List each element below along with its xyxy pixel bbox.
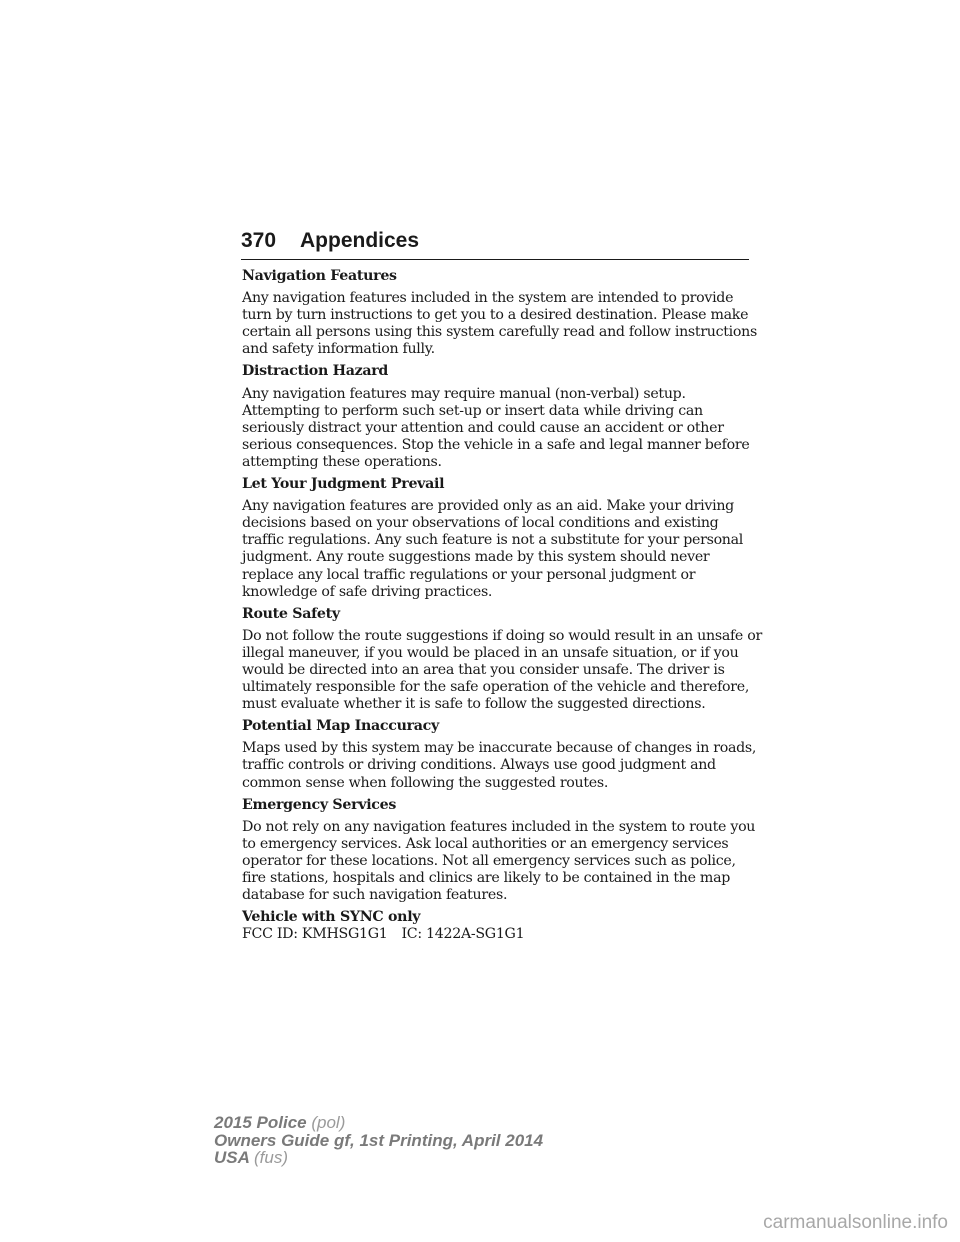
- section-heading: Route Safety: [242, 605, 340, 622]
- section-paragraph: Any navigation features may require manual (non-verbal) setup. Attempting to perform such set-up or insert data while driving can seriously distract your attention and could cause an accident or other serious consequences. Stop the vehicle in a safe and legal manner before attempting these operations.: [242, 385, 750, 470]
- section-paragraph: Any navigation features are provided only as an aid. Make your driving decisions based on your observations of local conditions and existing traffic regulations. Any such feature is not a substitute for your personal judgment. Any route suggestions made by this system should never replace any local traffic regulations or your personal judgment or knowledge of safe driving practices.: [242, 498, 744, 600]
- body-text: [242, 268, 762, 943]
- vehicle-note-heading: Vehicle with SYNC only: [242, 909, 421, 926]
- page-title: Appendices: [300, 229, 420, 252]
- footer-edition: Owners Guide gf, 1st Printing, April 2014: [214, 1130, 544, 1150]
- watermark: carmanualsonline.info: [763, 1212, 948, 1233]
- footer-model-code: (pol): [311, 1113, 346, 1132]
- section-paragraph: Do not rely on any navigation features included in the system to route you to emergency services. Ask local authorities or an emergency services operator for these locations. Not all emergency services such as police, fire stations, hospitals and clinics are likely to be contained in the map database for such navigation features.: [242, 818, 756, 904]
- footer-line-1: [214, 1114, 543, 1132]
- ic-id: IC: 1422A-SG1G1: [401, 926, 525, 943]
- vehicle-note: [242, 909, 762, 943]
- section-navigation-features: [242, 268, 762, 358]
- section-emergency-services: [242, 797, 762, 905]
- section-distraction-hazard: [242, 363, 762, 471]
- footer-market-code: (fus): [254, 1148, 288, 1167]
- fcc-line: [242, 926, 762, 943]
- section-potential-map-inaccuracy: [242, 718, 762, 791]
- footer-line-2: [214, 1132, 543, 1150]
- section-heading: Potential Map Inaccuracy: [242, 718, 439, 735]
- section-paragraph: Do not follow the route suggestions if doing so would result in an unsafe or illegal maneuver, if you would be placed in an unsafe situation, or if you would be directed into an area that you consider unsafe. The driver is ultimately responsible for the safe operation of the vehicle and therefore, must evaluate whether it is safe to follow the suggested directions.: [242, 627, 762, 713]
- section-heading: Distraction Hazard: [242, 363, 389, 380]
- footer-market: USA: [214, 1148, 250, 1167]
- footer-line-3: [214, 1149, 543, 1167]
- section-heading: Navigation Features: [242, 268, 397, 284]
- section-route-safety: [242, 606, 762, 714]
- footer-model: 2015 Police: [214, 1113, 307, 1132]
- footer: [214, 1114, 543, 1167]
- page-number: 370: [241, 229, 277, 252]
- page-header: [241, 229, 749, 260]
- section-heading: Let Your Judgment Prevail: [242, 476, 445, 493]
- fcc-id: FCC ID: KMHSG1G1: [242, 926, 388, 943]
- section-heading: Emergency Services: [242, 796, 397, 813]
- section-paragraph: Maps used by this system may be inaccurate because of changes in roads, traffic controls or driving conditions. Always use good judgment and common sense when following the suggested routes.: [242, 740, 757, 791]
- section-let-your-judgment-prevail: [242, 476, 762, 601]
- section-paragraph: Any navigation features included in the system are intended to provide turn by turn instructions to get you to a desired destination. Please make certain all persons using this system carefully read and follow instructions and safety information fully.: [242, 290, 757, 358]
